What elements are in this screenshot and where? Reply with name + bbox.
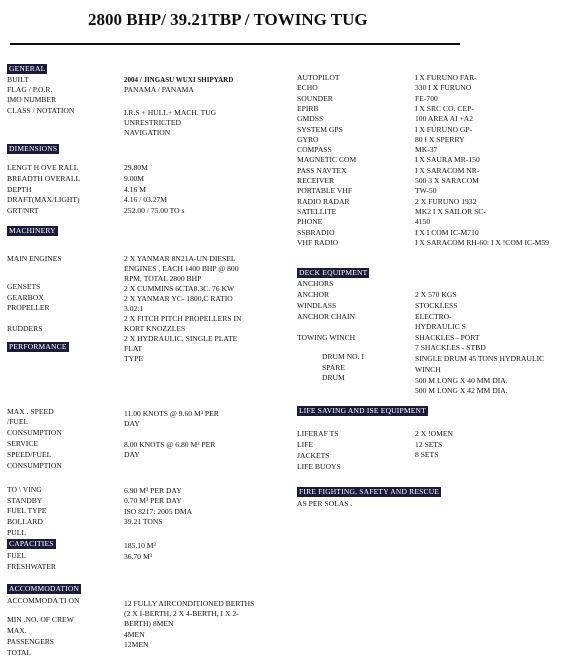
value-depth: 4.16 M <box>124 185 146 194</box>
nav-value: I X SARACOM NR- <box>415 165 480 175</box>
label-grt: GRT/NRT <box>7 206 39 215</box>
value-towing-1: 6.90 M³ PER DAY <box>124 486 182 495</box>
label-rudders: RUDDERS <box>7 324 43 333</box>
nav-value: I X FURUNO FAR- <box>415 73 477 82</box>
section-dimensions: DIMENSIONS <box>9 144 58 153</box>
label-drum-1: DRUM NO. I <box>322 352 364 361</box>
nav-value: I X FURUNO GP- <box>415 124 473 134</box>
label-drum-3: DRUM <box>322 373 345 382</box>
value-fuel: 185.10 M³ <box>124 541 156 550</box>
value-liferafts: 2 X !OMEN <box>415 429 453 438</box>
value-towing-2: 0.70 M³ PER DAY <box>124 496 182 505</box>
section-capacities: CAPACITIES <box>9 539 54 548</box>
label-total: TOTAL <box>7 648 32 657</box>
nav-value: I X SARACOM RH-60: I X !COM IC-M59 <box>415 237 549 247</box>
label-depth: DEPTH <box>7 185 32 194</box>
label-breadth: BREADTH OVERALL <box>7 174 81 183</box>
label-towing-4: BOLLARD <box>7 517 43 526</box>
nav-label: GYRO <box>297 134 319 144</box>
nav-value: 2 X FURUNO 1932 <box>415 196 477 206</box>
label-draft: DRAFT(MAX/LIGHT) <box>7 195 80 204</box>
title-rule <box>10 43 460 45</box>
label-max-speed-1: MAX . SPEED <box>7 407 54 416</box>
value-accommodation-4: 4MEN <box>124 630 145 639</box>
value-class-1: I.R.S + HULL+ MACH. TUG <box>124 108 217 117</box>
value-flag: PANAMA / PANAMA <box>124 85 194 94</box>
section-performance: PERFORMANCE <box>9 342 67 351</box>
label-life: LIFE <box>297 440 314 449</box>
value-main-engines-1: 2 X YANMAR 8N21A-UN DIESEL <box>124 254 236 263</box>
nav-value: FE-700 <box>415 93 438 103</box>
value-rudders-1: 2 X HYDRAULIC, SINGLE PLATE <box>124 334 238 343</box>
value-accommodation-1: 12 FULLY AIRCONDITIONED BERTHS <box>124 599 255 608</box>
nav-value: I X SRC CO. CEP- <box>415 103 474 113</box>
page-title: 2800 BHP/ 39.21TBP / TOWING TUG <box>88 10 368 29</box>
section-life-saving: LIFE SAVING AND ISE EQUIPMENT <box>299 406 426 415</box>
value-breadth: 9.00M <box>124 174 145 183</box>
value-winch-2: WINCH <box>415 365 441 374</box>
label-windlass: WINDLASS <box>297 301 337 310</box>
label-max-speed-3: CONSUMPTION <box>7 428 62 437</box>
value-propeller-1: 2 X FITCH PITCH PROPELLERS IN <box>124 314 242 323</box>
label-imo: IMO NUMBER <box>7 95 57 104</box>
value-gearbox-1: 2 X YANMAR YC- 1800,C RATIO <box>124 294 233 303</box>
label-liferafts: LIFERAF TS <box>297 429 339 438</box>
section-deck-equipment: DECK EQUIPMENT <box>299 268 368 277</box>
label-freshwater: FRESHWATER <box>7 562 56 571</box>
value-towing-4: 39.21 TONS <box>124 517 163 526</box>
label-towing-winch: TOWING WINCH <box>297 333 356 342</box>
value-drum-1: 500 M LONG X 40 MM DIA. <box>415 376 508 385</box>
nav-value: 80 I X SPERRY <box>415 134 465 144</box>
value-chain-4: 7 SHACKLES - STBD <box>415 343 486 352</box>
value-towing-3: ISO 8217: 2005 DMA <box>124 507 193 516</box>
value-max-speed-2: DAY <box>124 419 140 428</box>
value-drum-2: 500 M LONG X 42 MM DIA. <box>415 386 508 395</box>
value-winch-1: SINGLE DRUM 45 TONS HYDRAULIC <box>415 354 545 363</box>
nav-value: 500 3 X SARACOM <box>415 176 479 185</box>
value-class-3: NAVIGATION <box>124 128 171 137</box>
label-towing-1: TO \ VING <box>7 485 42 494</box>
nav-label: SATELLITE <box>297 206 337 216</box>
section-machinery: MACHINERY <box>9 226 56 235</box>
label-anchors: ANCHORS <box>297 279 334 288</box>
label-gearbox: GEARBOX <box>7 293 44 302</box>
nav-label: PHONE <box>297 217 323 227</box>
nav-value: I X I COM IC-M710 <box>415 227 479 237</box>
label-towing-3: FUEL TYPE <box>7 506 47 515</box>
label-min-crew: MIN .NO. OF CREW <box>7 615 74 624</box>
value-windlass: STOCKLESS <box>415 301 458 310</box>
nav-value: 4150 <box>415 217 431 227</box>
value-life-buoys: 8 SETS <box>415 450 439 459</box>
section-general: GENERAL <box>9 64 46 73</box>
nav-label: GMDSS <box>297 114 324 124</box>
label-main-engines: MAIN ENGINES <box>7 254 62 263</box>
label-accommodation: ACCOMMODA TI ON <box>7 596 80 605</box>
value-fire-fighting: AS PER SOLAS . <box>297 499 353 508</box>
nav-value: MK2 I X SAILOR SC- <box>415 206 486 216</box>
label-passengers: PASSENGERS <box>7 637 54 646</box>
value-service-2: DAY <box>124 450 140 459</box>
value-anchor: 2 X 570 KGS <box>415 290 457 299</box>
value-propeller-2: KORT KNOZZLES <box>124 324 186 333</box>
nav-label: RADIO RADAR <box>297 196 350 206</box>
value-draft: 4.16 / 03.27M <box>124 195 168 204</box>
label-gensets: GENSETS <box>7 282 41 291</box>
label-drum-2: SPARE <box>322 363 345 372</box>
label-fuel: FUEL <box>7 551 26 560</box>
nav-label: EPIRB <box>297 103 319 113</box>
value-main-engines-3: RPM, TOTAL 2800 BHP <box>124 274 202 283</box>
nav-label: SSBRADIO <box>297 227 335 237</box>
label-anchor-chain: ANCHOR CHAIN <box>297 312 356 321</box>
nav-label: PORTABLE VHF <box>297 186 353 196</box>
value-grt: 252.00 / 75.00 TO s <box>124 206 185 215</box>
nav-value: 100 AREA AI +A2 <box>415 114 474 124</box>
nav-label: ECHO <box>297 83 318 93</box>
value-gearbox-2: 3.02:1 <box>124 304 144 313</box>
nav-value: I X SAURA MR-150 <box>415 155 480 165</box>
value-chain-3: SHACKLES - PORT <box>415 333 480 342</box>
value-built: 2004 / JINGASU WUXI SHIPYARD <box>124 76 234 84</box>
label-class: CLASS / NOTATION <box>7 106 75 115</box>
value-rudders-2: FLAT <box>124 344 143 353</box>
section-accommodation: ACCOMMODATION <box>9 584 80 593</box>
value-service-1: 8.00 KNOTS @ 6.80 M³ PER <box>124 440 216 449</box>
nav-label: VHF RADIO <box>297 237 339 247</box>
value-main-engines-2: ENGINES , EACH 1400 BHP @ 800 <box>124 264 239 273</box>
value-freshwater: 36.70 M³ <box>124 552 153 561</box>
label-life-buoys: LIFE BUOYS <box>297 462 341 471</box>
nav-value: TW-50 <box>415 186 437 196</box>
label-max: MAX. <box>7 626 27 635</box>
nav-value: 330 I X FURUNO <box>415 83 472 93</box>
label-built: BUILT <box>7 75 29 84</box>
label-max-speed-2: /FUEL <box>7 417 29 426</box>
nav-label: SYSTEM GPS <box>297 124 343 134</box>
label-towing-5: PULL <box>7 528 26 537</box>
label-anchor: ANCHOR <box>297 290 330 299</box>
nav-label: SOUNDER <box>297 93 333 103</box>
value-life-jackets: 12 SETS <box>415 440 443 449</box>
value-accommodation-5: 12MEN <box>124 640 149 649</box>
value-loa: 29.80M <box>124 163 148 172</box>
nav-label: MAGNETIC COM <box>297 155 357 165</box>
value-gensets: 2 X CUMMINS 6CTA8.3C. 76 KW <box>124 284 235 293</box>
value-chain-1: ELECTRO- <box>415 312 452 321</box>
nav-label: PASS NAVTEX <box>297 165 347 175</box>
value-class-2: UNRESTRICTED <box>124 118 181 127</box>
nav-label: RECEIVER <box>297 176 335 185</box>
value-max-speed-1: 11.00 KNOTS @ 9.60 M³ PER <box>124 409 219 418</box>
label-flag: FLAG / P.O.R. <box>7 85 53 94</box>
label-service-2: SPEED/FUEL <box>7 450 52 459</box>
nav-label: AUTOPILOT <box>297 73 340 82</box>
value-chain-2: HYDRAULIC S <box>415 322 466 331</box>
label-loa: LENGT H OVE RALL <box>7 163 79 172</box>
label-service-3: CONSUMPTION <box>7 461 62 470</box>
label-towing-2: STANDBY <box>7 496 43 505</box>
nav-label: COMPASS <box>297 145 332 155</box>
label-propeller: PROPELLER <box>7 303 50 312</box>
value-accommodation-3: BERTH) 8MEN <box>124 619 174 628</box>
label-service-1: SERVICE <box>7 439 39 448</box>
label-jackets: JACKETS <box>297 451 330 460</box>
value-type: TYPE <box>124 354 143 363</box>
value-accommodation-2: (2 X I-BERTH, 2 X 4-BERTH, I X 2- <box>124 609 239 618</box>
nav-value: MK-37 <box>415 145 438 155</box>
section-fire-fighting: FIRE FIGHTING, SAFETY AND RESCUE <box>299 487 440 496</box>
